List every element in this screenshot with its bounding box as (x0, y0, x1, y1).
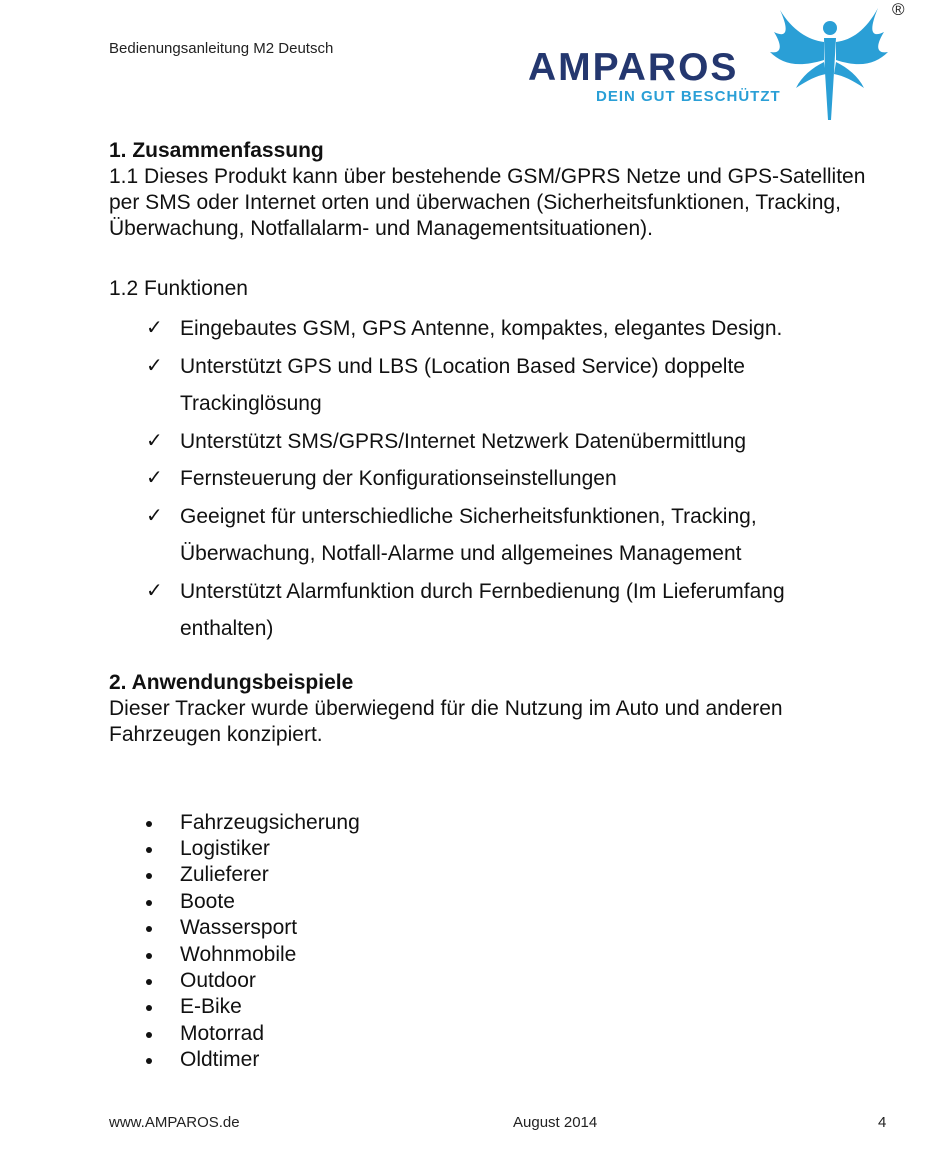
section-1-2-subheading: 1.2 Funktionen (109, 277, 248, 300)
list-item: Fahrzeugsicherung (109, 810, 899, 836)
checkmark-icon: ✓ (146, 354, 163, 377)
logo-tagline: DEIN GUT BESCHÜTZT (596, 88, 781, 105)
section-1-heading: 1. Zusammenfassung (109, 139, 324, 162)
bullet-icon (146, 873, 152, 879)
document-title: Bedienungsanleitung M2 Deutsch (109, 40, 334, 57)
bullet-icon (146, 979, 152, 985)
feature-item: ✓ Eingebautes GSM, GPS Antenne, kompaktes, elegantes Design. (109, 310, 899, 348)
feature-item: ✓ Fernsteuerung der Konfigurationseinstellungen (109, 460, 899, 498)
page-content (109, 138, 899, 1074)
list-item: Wassersport (109, 915, 899, 941)
feature-list (109, 310, 899, 648)
list-item: Outdoor (109, 968, 899, 994)
section-1-paragraph (109, 164, 899, 242)
footer-date: August 2014 (513, 1114, 598, 1131)
logo-wordmark: AMPAROS (528, 46, 739, 89)
bullet-icon (146, 847, 152, 853)
use-case-list (109, 810, 899, 1074)
checkmark-icon: ✓ (146, 317, 163, 339)
bullet-icon (146, 1058, 152, 1064)
bullet-icon (146, 953, 152, 959)
amparos-logo (528, 0, 920, 125)
list-item: Wohnmobile (109, 942, 899, 968)
section-2-paragraph (109, 696, 899, 748)
list-item: Logistiker (109, 836, 899, 862)
list-item: Oldtimer (109, 1047, 899, 1073)
checkmark-icon: ✓ (146, 579, 163, 602)
angel-wings-icon (768, 2, 888, 124)
footer-page-number: 4 (878, 1114, 887, 1131)
bullet-icon (146, 1005, 152, 1011)
list-item: Zulieferer (109, 862, 899, 888)
list-item: Motorrad (109, 1021, 899, 1047)
feature-item: ✓ Unterstützt GPS und LBS (Location Based Service) doppelte Trackinglösung (109, 348, 899, 423)
feature-item: ✓ Unterstützt Alarmfunktion durch Fernbedienung (Im Lieferumfang enthalten) (109, 573, 899, 648)
paragraph-line: per SMS oder Internet orten und überwachen (Sicherheitsfunktionen, Tracking, (109, 191, 841, 214)
paragraph-line: Fahrzeugen konzipiert. (109, 722, 323, 746)
bullet-icon (146, 900, 152, 906)
checkmark-icon: ✓ (146, 429, 163, 452)
paragraph-line: Dieser Tracker wurde überwiegend für die Nutzung im Auto und anderen (109, 696, 783, 720)
checkmark-icon: ✓ (146, 504, 163, 527)
checkmark-icon: ✓ (146, 467, 163, 489)
section-2-heading: 2. Anwendungsbeispiele (109, 670, 354, 694)
feature-item: ✓ Unterstützt SMS/GPRS/Internet Netzwerk Datenübermittlung (109, 423, 899, 461)
paragraph-line: Überwachung, Notfallalarm- und Managementsituationen). (109, 217, 653, 240)
bullet-icon (146, 1032, 152, 1038)
bullet-icon (146, 926, 152, 932)
paragraph-line: 1.1 Dieses Produkt kann über bestehende GSM/GPRS Netze und GPS-Satelliten (109, 165, 866, 188)
bullet-icon (146, 821, 152, 827)
list-item: E-Bike (109, 994, 899, 1020)
feature-item: ✓ Geeignet für unterschiedliche Sicherheitsfunktionen, Tracking, Überwachung, Notfall-Alarme und allgemeines Management (109, 498, 899, 573)
list-item: Boote (109, 889, 899, 915)
footer-website: www.AMPAROS.de (109, 1114, 240, 1131)
registered-mark: ® (892, 0, 905, 19)
